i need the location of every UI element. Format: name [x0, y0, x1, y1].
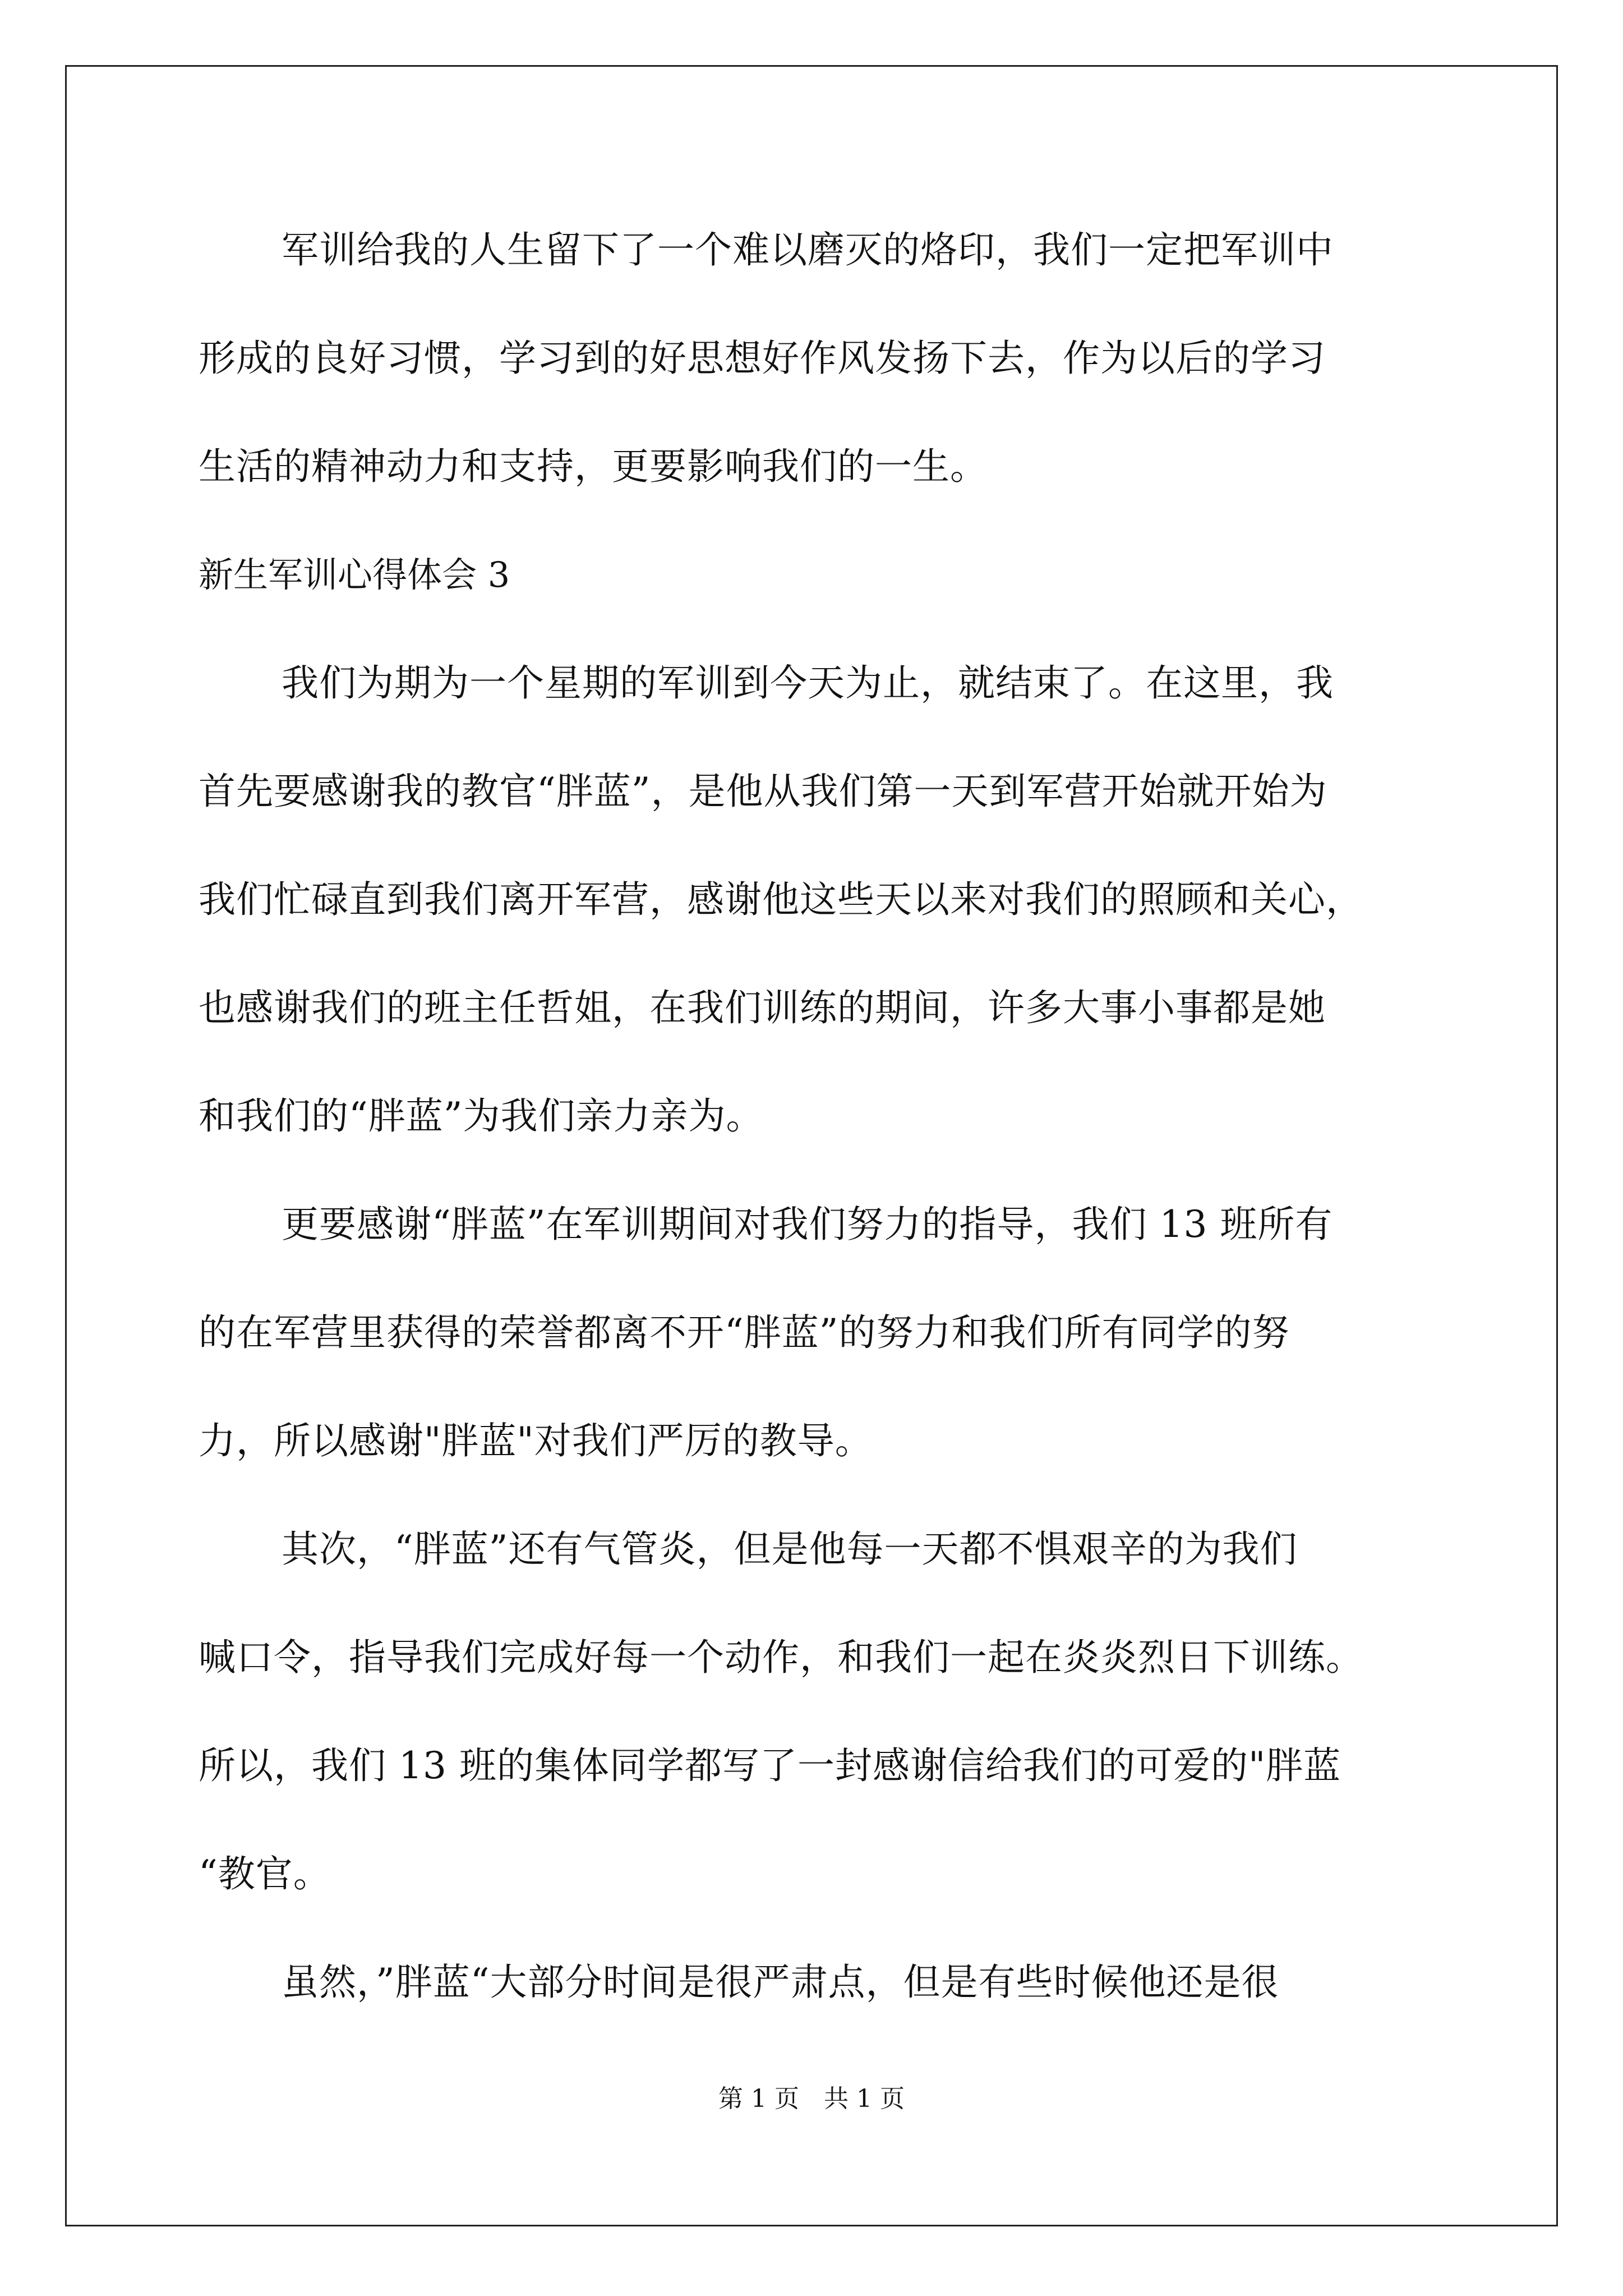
- text-line: “教官。: [199, 1852, 331, 1895]
- text-line: 其次，“胖蓝”还有气管炎，但是他每一天都不惧艰辛的为我们: [282, 1527, 1298, 1571]
- text-line: 我们为期为一个星期的军训到今天为止，就结束了。在这里，我: [282, 661, 1334, 705]
- text-line: 也感谢我们的班主任哲姐，在我们训练的期间，许多大事小事都是她: [199, 986, 1326, 1029]
- text-line: 形成的良好习惯，学习到的好思想好作风发扬下去，作为以后的学习: [199, 337, 1326, 380]
- section-heading: 新生军训心得体会 3: [199, 554, 510, 595]
- page-footer: [0, 2082, 1623, 2116]
- paragraph-1: [199, 217, 1423, 541]
- paragraph-4: [199, 1516, 1423, 1949]
- text-line: 我们忙碌直到我们离开军营，感谢他这些天以来对我们的照顾和关心，: [199, 878, 1363, 921]
- paragraph-5: [199, 1949, 1423, 2057]
- text-line: 的在军营里获得的荣誉都离不开“胖蓝”的努力和我们所有同学的努: [199, 1311, 1290, 1354]
- text-line: 和我们的“胖蓝”为我们亲力亲为。: [199, 1094, 764, 1138]
- text-line: 所以，我们 13 班的集体同学都写了一封感谢信给我们的可爱的"胖蓝: [199, 1744, 1341, 1787]
- text-line: 更要感谢“胖蓝”在军训期间对我们努力的指导，我们 13 班所有: [282, 1203, 1333, 1246]
- page-number: 第 1 页: [718, 2085, 799, 2113]
- document-body: [199, 217, 1423, 2057]
- text-line: 首先要感谢我的教官“胖蓝”，是他从我们第一天到军营开始就开始为: [199, 770, 1327, 813]
- text-line: 喊口令，指导我们完成好每一个动作，和我们一起在炎炎烈日下训练。: [199, 1636, 1363, 1679]
- paragraph-2: [199, 650, 1423, 1191]
- text-line: 生活的精神动力和支持，更要影响我们的一生。: [199, 445, 988, 488]
- text-line: 力，所以感谢"胖蓝"对我们严厉的教导。: [199, 1419, 873, 1462]
- text-line: 虽然，”胖蓝“大部分时间是很严肃点，但是有些时候他还是很: [282, 1961, 1279, 2004]
- page-count: 共 1 页: [824, 2085, 905, 2113]
- paragraph-3: [199, 1191, 1423, 1516]
- text-line: 军训给我的人生留下了一个难以磨灭的烙印，我们一定把军训中: [282, 228, 1334, 272]
